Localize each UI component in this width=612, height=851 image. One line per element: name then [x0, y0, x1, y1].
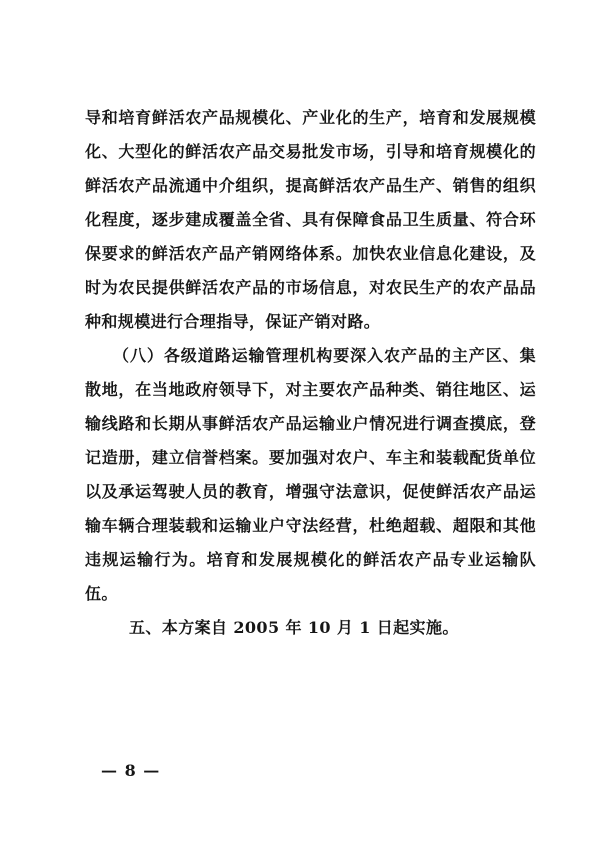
paragraph-continuation: 导和培育鲜活农产品规模化、产业化的生产，培育和发展规模化、大型化的鲜活农产品交易批发市场，引导和培育规模化的鲜活农产品流通中介组织，提高鲜活农产品生产、销售的组织化程度，逐步建成覆盖全省、具有保障食品卫生质量、符合环保要求的鲜活农产品产销网络体系。加快农业信息化建设，及时为农民提供鲜活农产品的市场信息，对农民生产的农产品品种和规模进行合理指导，保证产销对路。	[85, 108, 536, 331]
page-number: — 8 —	[101, 761, 161, 780]
paragraph-item-eight: （八）各级道路运输管理机构要深入农产品的主产区、集散地，在当地政府领导下，对主要农产品种类、销往地区、运输线路和长期从事鲜活农产品运输业户情况进行调查摸底，登记造册，建立信誉档案。要加强对农户、车主和装载配货单位以及承运驾驶人员的教育，增强守法意识，促使鲜活农产品运输车辆合理装载和运输业户守法经营，杜绝超载、超限和其他违规运输行为。培育和发展规模化的鲜活农产品专业运输队伍。	[85, 346, 536, 603]
document-body	[85, 101, 536, 645]
paragraph-item-five: 五、本方案自 2005 年 10 月 1 日起实施。	[129, 618, 459, 637]
